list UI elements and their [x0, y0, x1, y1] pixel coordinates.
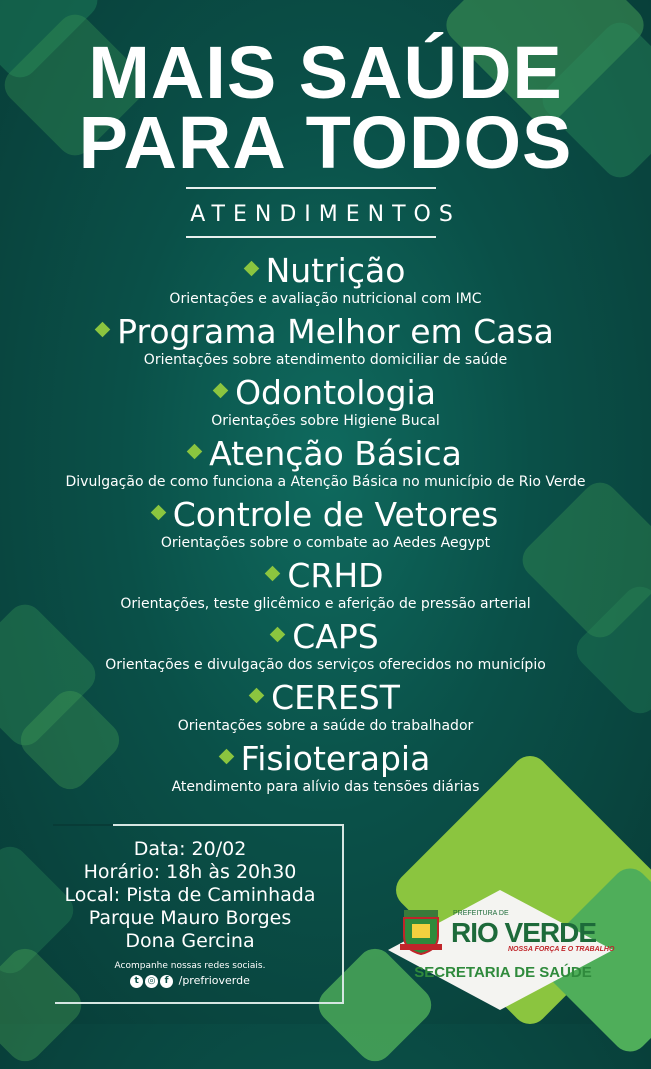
service-item	[0, 436, 651, 491]
service-name: Programa Melhor em Casa	[117, 312, 554, 351]
service-description: Orientações e divulgação dos serviços oferecidos no município	[105, 657, 546, 673]
logo-prefix: PREFEITURA DE	[453, 910, 509, 917]
diamond-bullet-icon	[95, 322, 111, 338]
diamond-bullet-icon	[270, 627, 286, 643]
service-item	[0, 314, 651, 369]
service-item	[0, 619, 651, 674]
social-label: Acompanhe nossas redes sociais.	[114, 961, 266, 971]
service-description: Orientações sobre Higiene Bucal	[211, 413, 440, 429]
social-handle[interactable]: /prefrioverde	[178, 974, 250, 987]
event-location: Local: Pista de Caminhada	[64, 884, 316, 906]
service-name: CRHD	[287, 556, 384, 595]
service-description: Orientações sobre atendimento domiciliar de saúde	[143, 352, 508, 368]
diamond-bullet-icon	[213, 383, 229, 399]
logo-slogan: NOSSA FORÇA E O TRABALHO	[508, 946, 615, 953]
service-name: Odontologia	[235, 373, 436, 412]
service-description: Atendimento para alívio das tensões diárias	[171, 779, 480, 795]
service-name: Nutrição	[265, 251, 406, 290]
diamond-bullet-icon	[150, 505, 166, 521]
section-heading: ATENDIMENTOS	[190, 202, 461, 227]
service-item	[0, 558, 651, 613]
service-description: Orientações sobre a saúde do trabalhador	[177, 718, 474, 734]
diamond-bullet-icon	[249, 688, 265, 704]
service-item	[0, 741, 651, 796]
service-name: CEREST	[271, 678, 400, 717]
event-time: Horário: 18h às 20h30	[83, 861, 297, 883]
poster-title-line2: PARA TODOS	[78, 101, 573, 184]
logo-city-name: RIO VERDE	[451, 917, 597, 948]
service-name: CAPS	[292, 617, 379, 656]
event-park: Parque Mauro Borges	[88, 907, 292, 929]
event-place: Dona Gercina	[125, 930, 255, 952]
instagram-icon[interactable]: ◎	[145, 975, 158, 988]
service-description: Divulgação de como funciona a Atenção Básica no município de Rio Verde	[65, 474, 586, 490]
service-item	[0, 253, 651, 308]
diamond-bullet-icon	[187, 444, 203, 460]
service-item	[0, 680, 651, 735]
service-name: Fisioterapia	[240, 739, 431, 778]
divider-bottom	[186, 236, 436, 238]
city-crest-icon	[398, 906, 444, 956]
facebook-icon[interactable]: f	[160, 975, 173, 988]
divider-top	[186, 187, 436, 189]
diamond-bullet-icon	[265, 566, 281, 582]
logo-department: SECRETARIA DE SAÚDE	[414, 964, 592, 981]
diamond-bullet-icon	[243, 261, 259, 277]
service-item	[0, 375, 651, 430]
service-item	[0, 497, 651, 552]
service-name: Atenção Básica	[209, 434, 462, 473]
diamond-bullet-icon	[218, 749, 234, 765]
service-description: Orientações, teste glicêmico e aferição de pressão arterial	[120, 596, 531, 612]
service-description: Orientações sobre o combate ao Aedes Aegypt	[160, 535, 491, 551]
service-description: Orientações e avaliação nutricional com IMC	[169, 291, 482, 307]
event-date: Data: 20/02	[133, 838, 247, 860]
poster-title-line1: MAIS SAÚDE	[88, 31, 563, 114]
social-links	[60, 974, 320, 988]
service-name: Controle de Vetores	[172, 495, 499, 534]
twitter-icon[interactable]: t	[130, 975, 143, 988]
